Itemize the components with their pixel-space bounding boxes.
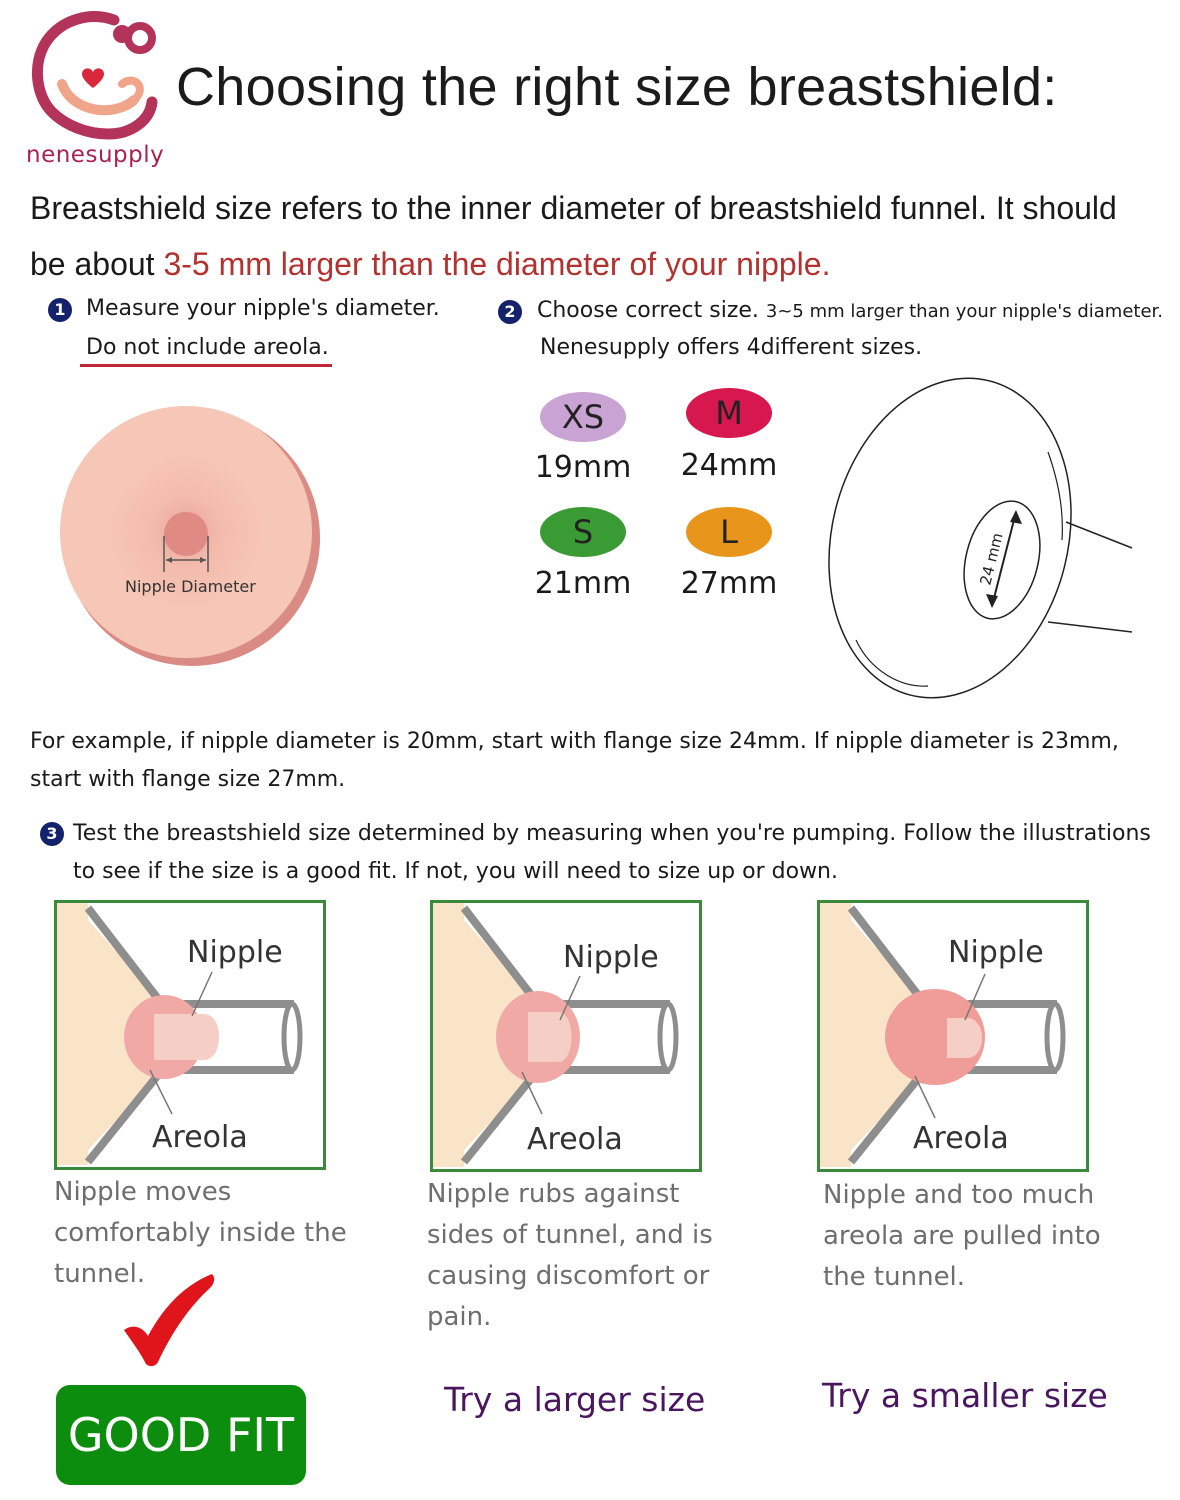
intro-text: Breastshield size refers to the inner diameter of breastshield funnel. It should be about xyxy=(30,190,1117,282)
nipple-label-smaller: Nipple xyxy=(948,935,1044,970)
areola-label-larger: Areola xyxy=(527,1122,623,1157)
caption-larger: Nipple rubs against sides of tunnel, and is causing discomfort or pain. xyxy=(427,1179,713,1332)
step3-number xyxy=(40,822,64,846)
step3-badge: 3 xyxy=(40,822,64,846)
step2-badge: 2 xyxy=(498,300,522,324)
fit-illustration-larger xyxy=(430,900,702,1172)
fit-illustration-smaller xyxy=(817,900,1089,1172)
step2-number xyxy=(498,300,522,324)
size-label-m: 24mm xyxy=(680,448,778,483)
size-label-xs: 19mm xyxy=(534,450,632,485)
funnel-diagram xyxy=(810,370,1150,710)
caption-good: Nipple moves comfortably inside the tunnel. xyxy=(54,1177,347,1289)
step1-badge: 1 xyxy=(48,298,72,322)
size-label-s: 21mm xyxy=(534,566,632,601)
brand-name: nenesupply xyxy=(26,142,165,168)
size-label-l: 27mm xyxy=(680,566,778,601)
funnel-size-label: 24 mm xyxy=(976,531,1007,587)
size-pill-m: M xyxy=(686,388,772,438)
size-pill-s: S xyxy=(540,507,626,557)
checkmark-icon xyxy=(118,1266,220,1370)
step3-paragraph: Test the breastshield size determined by measuring when you're pumping. Follow the illustrations to see if the size is a good fit. If not, you will need to size up or down. xyxy=(73,821,1151,884)
step2-text-line xyxy=(537,298,1163,323)
page-title: Choosing the right size breastshield: xyxy=(176,57,1058,117)
areola-label-smaller: Areola xyxy=(913,1121,1009,1156)
note-underline xyxy=(80,364,332,367)
step2-offers xyxy=(540,335,922,360)
areola-label-good: Areola xyxy=(152,1120,248,1155)
step2-text-small: 3~5 mm larger than your nipple's diameter. xyxy=(765,301,1163,322)
size-pill-l: L xyxy=(686,507,772,557)
try-smaller-text: Try a smaller size xyxy=(822,1376,1108,1415)
intro-highlight: 3-5 mm larger than the diameter of your nipple. xyxy=(163,246,831,282)
nipple-illustration xyxy=(52,400,332,680)
step1-number xyxy=(48,298,72,322)
step2-text: Choose correct size. xyxy=(537,298,759,323)
try-larger-text: Try a larger size xyxy=(444,1380,706,1419)
intro-paragraph xyxy=(30,180,1160,292)
fit-illustration-good xyxy=(54,900,326,1170)
offers-text: Nenesupply offers xyxy=(540,335,740,360)
example-paragraph: For example, if nipple diameter is 20mm, start with flange size 24mm. If nipple diameter is 23mm, start with flange size 27mm. xyxy=(30,729,1119,792)
step1-text: Measure your nipple's diameter. xyxy=(86,296,440,321)
nipple-label-larger: Nipple xyxy=(563,940,659,975)
offers-end: different sizes. xyxy=(760,335,923,360)
offers-count: 4 xyxy=(746,335,761,360)
step1-note: Do not include areola. xyxy=(86,335,329,360)
nipple-label-good: Nipple xyxy=(187,935,283,970)
caption-smaller: Nipple and too much areola are pulled into the tunnel. xyxy=(823,1180,1101,1292)
good-fit-badge: GOOD FIT xyxy=(56,1385,306,1485)
nipple-diameter-label: Nipple Diameter xyxy=(125,577,256,596)
size-pill-xs: XS xyxy=(540,392,626,442)
